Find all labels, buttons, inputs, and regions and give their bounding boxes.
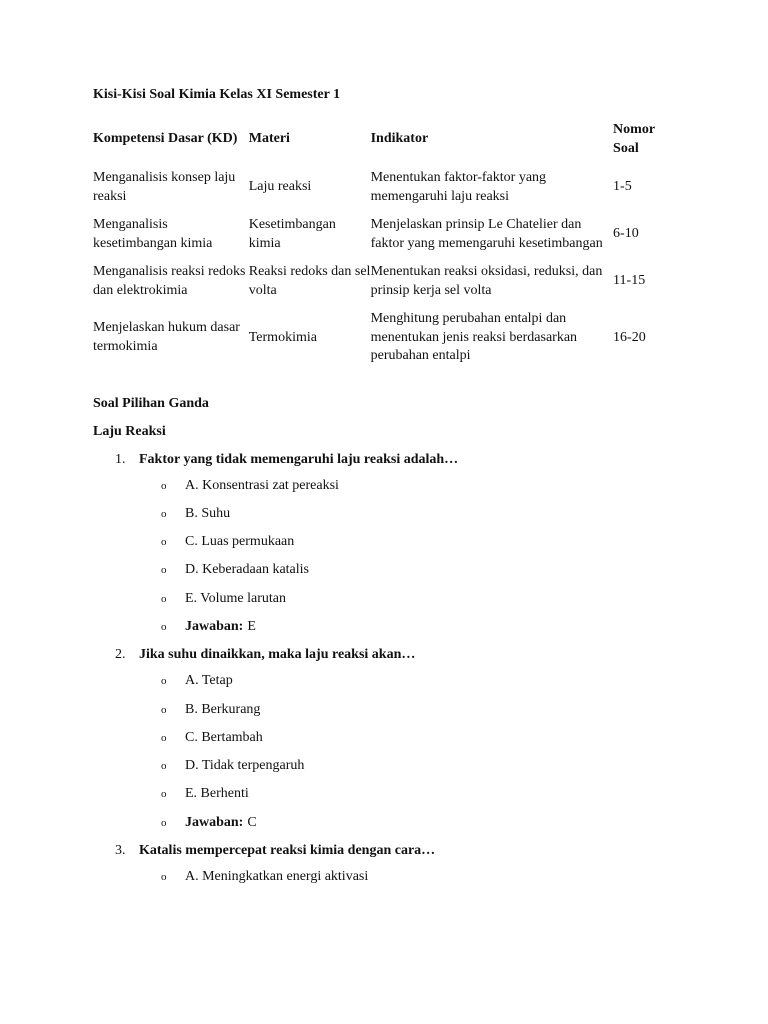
bullet-icon: o — [161, 871, 167, 884]
cell-kd: Menjelaskan hukum dasar termokimia — [93, 320, 240, 354]
option-item — [93, 868, 693, 886]
cell-indikator: Menentukan reaksi oksidasi, reduksi, dan prinsip kerja sel volta — [370, 264, 603, 298]
option-item — [93, 785, 693, 803]
header-materi: Materi — [248, 131, 290, 147]
option-text: D. Tidak terpengaruh — [185, 758, 305, 774]
cell-nomor: 1-5 — [613, 179, 632, 195]
option-text: E. Berhenti — [185, 786, 249, 802]
header-kompetensi-dasar: Kompetensi Dasar (KD) — [93, 131, 238, 147]
bullet-icon: o — [161, 479, 167, 492]
option-text: E. Volume larutan — [185, 590, 286, 606]
option-text: D. Keberadaan katalis — [185, 562, 309, 578]
bullet-icon: o — [161, 620, 167, 633]
option-text: C. Bertambah — [185, 729, 263, 745]
cell-kd: Menganalisis kesetimbangan kimia — [93, 217, 213, 251]
option-item — [93, 477, 693, 495]
option-text: C. Luas permukaan — [185, 534, 295, 550]
cell-nomor: 16-20 — [613, 329, 646, 345]
question-number: 1. — [115, 451, 126, 467]
option-item — [93, 757, 693, 775]
answer-value: C — [247, 814, 257, 830]
header-indikator: Indikator — [370, 131, 429, 147]
table-row — [93, 260, 673, 307]
option-item — [93, 672, 693, 690]
option-text: B. Berkurang — [185, 701, 261, 717]
header-nomor-soal: Nomor Soal — [613, 122, 655, 156]
question-number: 3. — [115, 843, 126, 859]
bullet-icon: o — [161, 536, 167, 549]
answer-label: Jawaban: — [185, 814, 244, 830]
option-text: A. Konsentrasi zat pereaksi — [185, 477, 339, 493]
kisi-kisi-table — [93, 118, 673, 373]
bullet-icon: o — [161, 564, 167, 577]
option-text: B. Suhu — [185, 505, 231, 521]
answer-value: E — [247, 618, 256, 634]
option-text: A. Meningkatkan energi aktivasi — [185, 869, 369, 885]
bullet-icon: o — [161, 703, 167, 716]
cell-kd: Menganalisis konsep laju reaksi — [93, 170, 236, 204]
option-list — [93, 477, 693, 636]
table-row — [93, 307, 673, 373]
cell-materi: Kesetimbangan kimia — [248, 217, 336, 251]
option-item — [93, 505, 693, 523]
question-item — [93, 646, 693, 831]
bullet-icon: o — [161, 760, 167, 773]
cell-indikator: Menentukan faktor-faktor yang memengaruhi laju reaksi — [370, 170, 547, 204]
bullet-icon: o — [161, 731, 167, 744]
question-item — [93, 451, 693, 636]
answer-item — [93, 814, 693, 832]
option-item — [93, 561, 693, 579]
option-item — [93, 533, 693, 551]
option-item — [93, 590, 693, 608]
cell-materi: Termokimia — [248, 329, 317, 345]
option-list — [93, 672, 693, 831]
question-text: Faktor yang tidak memengaruhi laju reaksi adalah… — [139, 451, 459, 467]
bullet-icon: o — [161, 675, 167, 688]
cell-nomor: 11-15 — [613, 273, 646, 289]
answer-label: Jawaban: — [185, 618, 244, 634]
question-text: Katalis mempercepat reaksi kimia dengan cara… — [139, 843, 436, 859]
table-header-row — [93, 118, 673, 166]
bullet-icon: o — [161, 788, 167, 801]
cell-nomor: 6-10 — [613, 226, 639, 242]
document-title: Kisi-Kisi Soal Kimia Kelas XI Semester 1 — [93, 87, 341, 102]
bullet-icon: o — [161, 592, 167, 605]
bullet-icon: o — [161, 507, 167, 520]
option-text: A. Tetap — [185, 673, 233, 689]
question-list — [93, 451, 693, 887]
option-item — [93, 729, 693, 747]
cell-materi: Laju reaksi — [248, 179, 312, 195]
table-row — [93, 213, 673, 260]
option-item — [93, 701, 693, 719]
cell-indikator: Menjelaskan prinsip Le Chatelier dan faktor yang memengaruhi kesetimbangan — [370, 217, 603, 251]
section-heading-laju-reaksi: Laju Reaksi — [93, 423, 166, 439]
table-row — [93, 166, 673, 213]
option-list — [93, 868, 693, 886]
question-item — [93, 842, 693, 886]
document-page — [93, 86, 693, 896]
question-number: 2. — [115, 647, 126, 663]
question-text: Jika suhu dinaikkan, maka laju reaksi akan… — [139, 647, 416, 663]
section-heading-pilihan-ganda: Soal Pilihan Ganda — [93, 395, 209, 411]
cell-materi: Reaksi redoks dan sel volta — [248, 264, 371, 298]
answer-item — [93, 618, 693, 636]
cell-indikator: Menghitung perubahan entalpi dan menentukan jenis reaksi berdasarkan perubahan entalpi — [370, 311, 578, 363]
cell-kd: Menganalisis reaksi redoks dan elektrokimia — [93, 264, 246, 298]
bullet-icon: o — [161, 816, 167, 829]
